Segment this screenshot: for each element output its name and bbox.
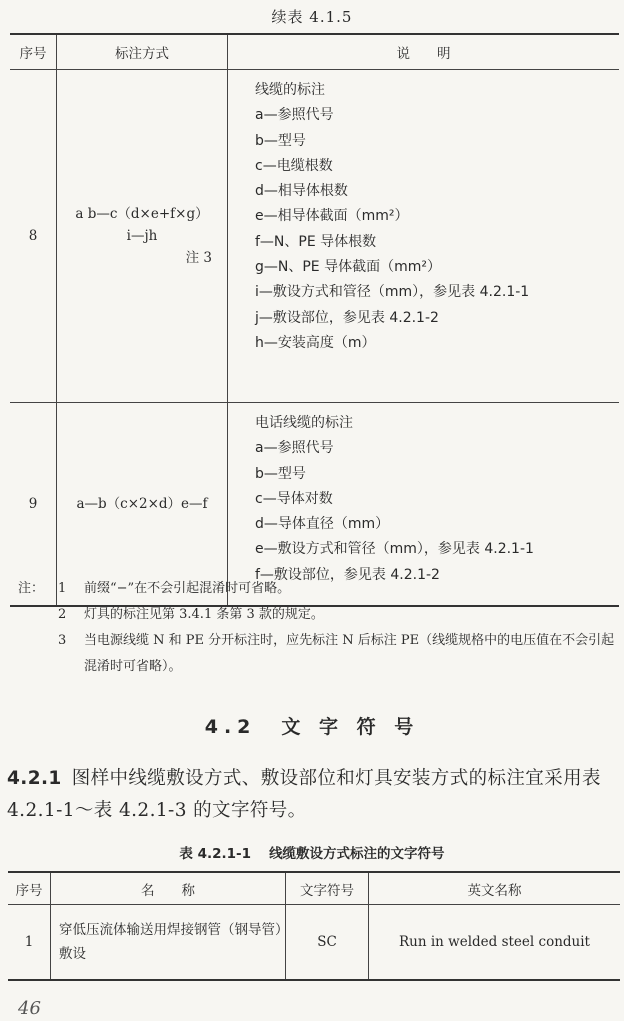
- desc-line: 线缆的标注: [255, 82, 325, 98]
- table-caption-text: 线缆敷设方式标注的文字符号: [269, 846, 445, 862]
- header-name: 名 称: [51, 872, 286, 905]
- note-item: [18, 576, 618, 602]
- note-number: 2: [58, 607, 67, 622]
- note-text: 当电源线缆 N 和 PE 分开标注时，应先标注 N 后标注 PE（线缆规格中的电压值在不会引起混淆时可省略）。: [84, 633, 615, 674]
- desc-line: a—参照代号: [255, 107, 334, 124]
- table-row: [10, 70, 619, 403]
- desc-line: 电话线缆的标注: [255, 415, 353, 431]
- table-caption-number: 表 4.2.1-1: [179, 846, 252, 862]
- row-description: [228, 70, 620, 403]
- desc-line: j—敷设部位，参见表 4.2.1-2: [255, 309, 439, 326]
- row-no: 8: [10, 70, 57, 403]
- desc-line: b—型号: [255, 132, 306, 149]
- table-notes: [18, 576, 618, 680]
- desc-line: a—参照代号: [255, 440, 334, 457]
- desc-line: i—敷设方式和管径（mm），参见表 4.2.1-1: [255, 284, 530, 301]
- table-header-row: [8, 872, 620, 905]
- header-format: 标注方式: [57, 34, 228, 70]
- format-line: i—jh: [126, 228, 158, 244]
- header-desc: 说 明: [228, 34, 620, 70]
- note-text: 前缀“−”在不会引起混淆时可省略。: [84, 581, 291, 596]
- header-no: 序号: [10, 34, 57, 70]
- desc-line: h—安装高度（m）: [255, 334, 376, 351]
- table-header-row: [10, 34, 619, 70]
- format-line: a b—c（d×e+f×g）: [75, 206, 209, 222]
- clause-number: 4.2.1: [7, 768, 62, 789]
- row-english: Run in welded steel conduit: [369, 905, 621, 981]
- row-name: 穿低压流体输送用焊接钢管（钢导管）敷设: [51, 905, 286, 981]
- desc-line: e—敷设方式和管径（mm），参见表 4.2.1-1: [255, 541, 534, 558]
- desc-line: g—N、PE 导体截面（mm²）: [255, 259, 441, 276]
- continued-table-title: 续表 4.1.5: [271, 8, 353, 26]
- notes-label: 注：: [18, 581, 45, 596]
- desc-line: f—N、PE 导体根数: [255, 233, 377, 250]
- note-number: 1: [58, 581, 67, 596]
- table-caption: [0, 842, 624, 862]
- desc-line: d—导体直径（mm）: [255, 516, 390, 533]
- section-heading: 4.2 文 字 符 号: [204, 716, 420, 738]
- desc-line: f—敷设部位，参见表 4.2.1-2: [255, 566, 440, 583]
- laying-method-table: [8, 871, 620, 981]
- row-symbol: SC: [286, 905, 369, 981]
- note-item: [18, 628, 618, 680]
- desc-line: b—型号: [255, 465, 306, 482]
- header-english: 英文名称: [369, 872, 621, 905]
- row-format: [57, 70, 228, 403]
- note-text: 灯具的标注见第 3.4.1 条第 3 款的规定。: [84, 607, 324, 622]
- clause-paragraph: [7, 763, 619, 827]
- clause-text: 图样中线缆敷设方式、敷设部位和灯具安装方式的标注宜采用表 4.2.1-1～表 4.2.1-3 的文字符号。: [7, 768, 601, 821]
- row-no: 9: [10, 403, 57, 607]
- desc-line: d—相导体根数: [255, 183, 348, 200]
- desc-line: c—电缆根数: [255, 157, 333, 174]
- header-no: 序号: [8, 872, 51, 905]
- header-symbol: 文字符号: [286, 872, 369, 905]
- page-number: 46: [18, 998, 41, 1019]
- format-line: a—b（c×2×d）e—f: [76, 496, 208, 512]
- notation-table: [10, 33, 619, 607]
- note-item: [18, 602, 618, 628]
- desc-line: e—相导体截面（mm²）: [255, 208, 409, 225]
- desc-line: c—导体对数: [255, 490, 333, 507]
- note-number: 3: [58, 633, 67, 648]
- row-no: 1: [8, 905, 51, 981]
- format-note: 注 3: [185, 250, 212, 266]
- table-row: [8, 905, 620, 981]
